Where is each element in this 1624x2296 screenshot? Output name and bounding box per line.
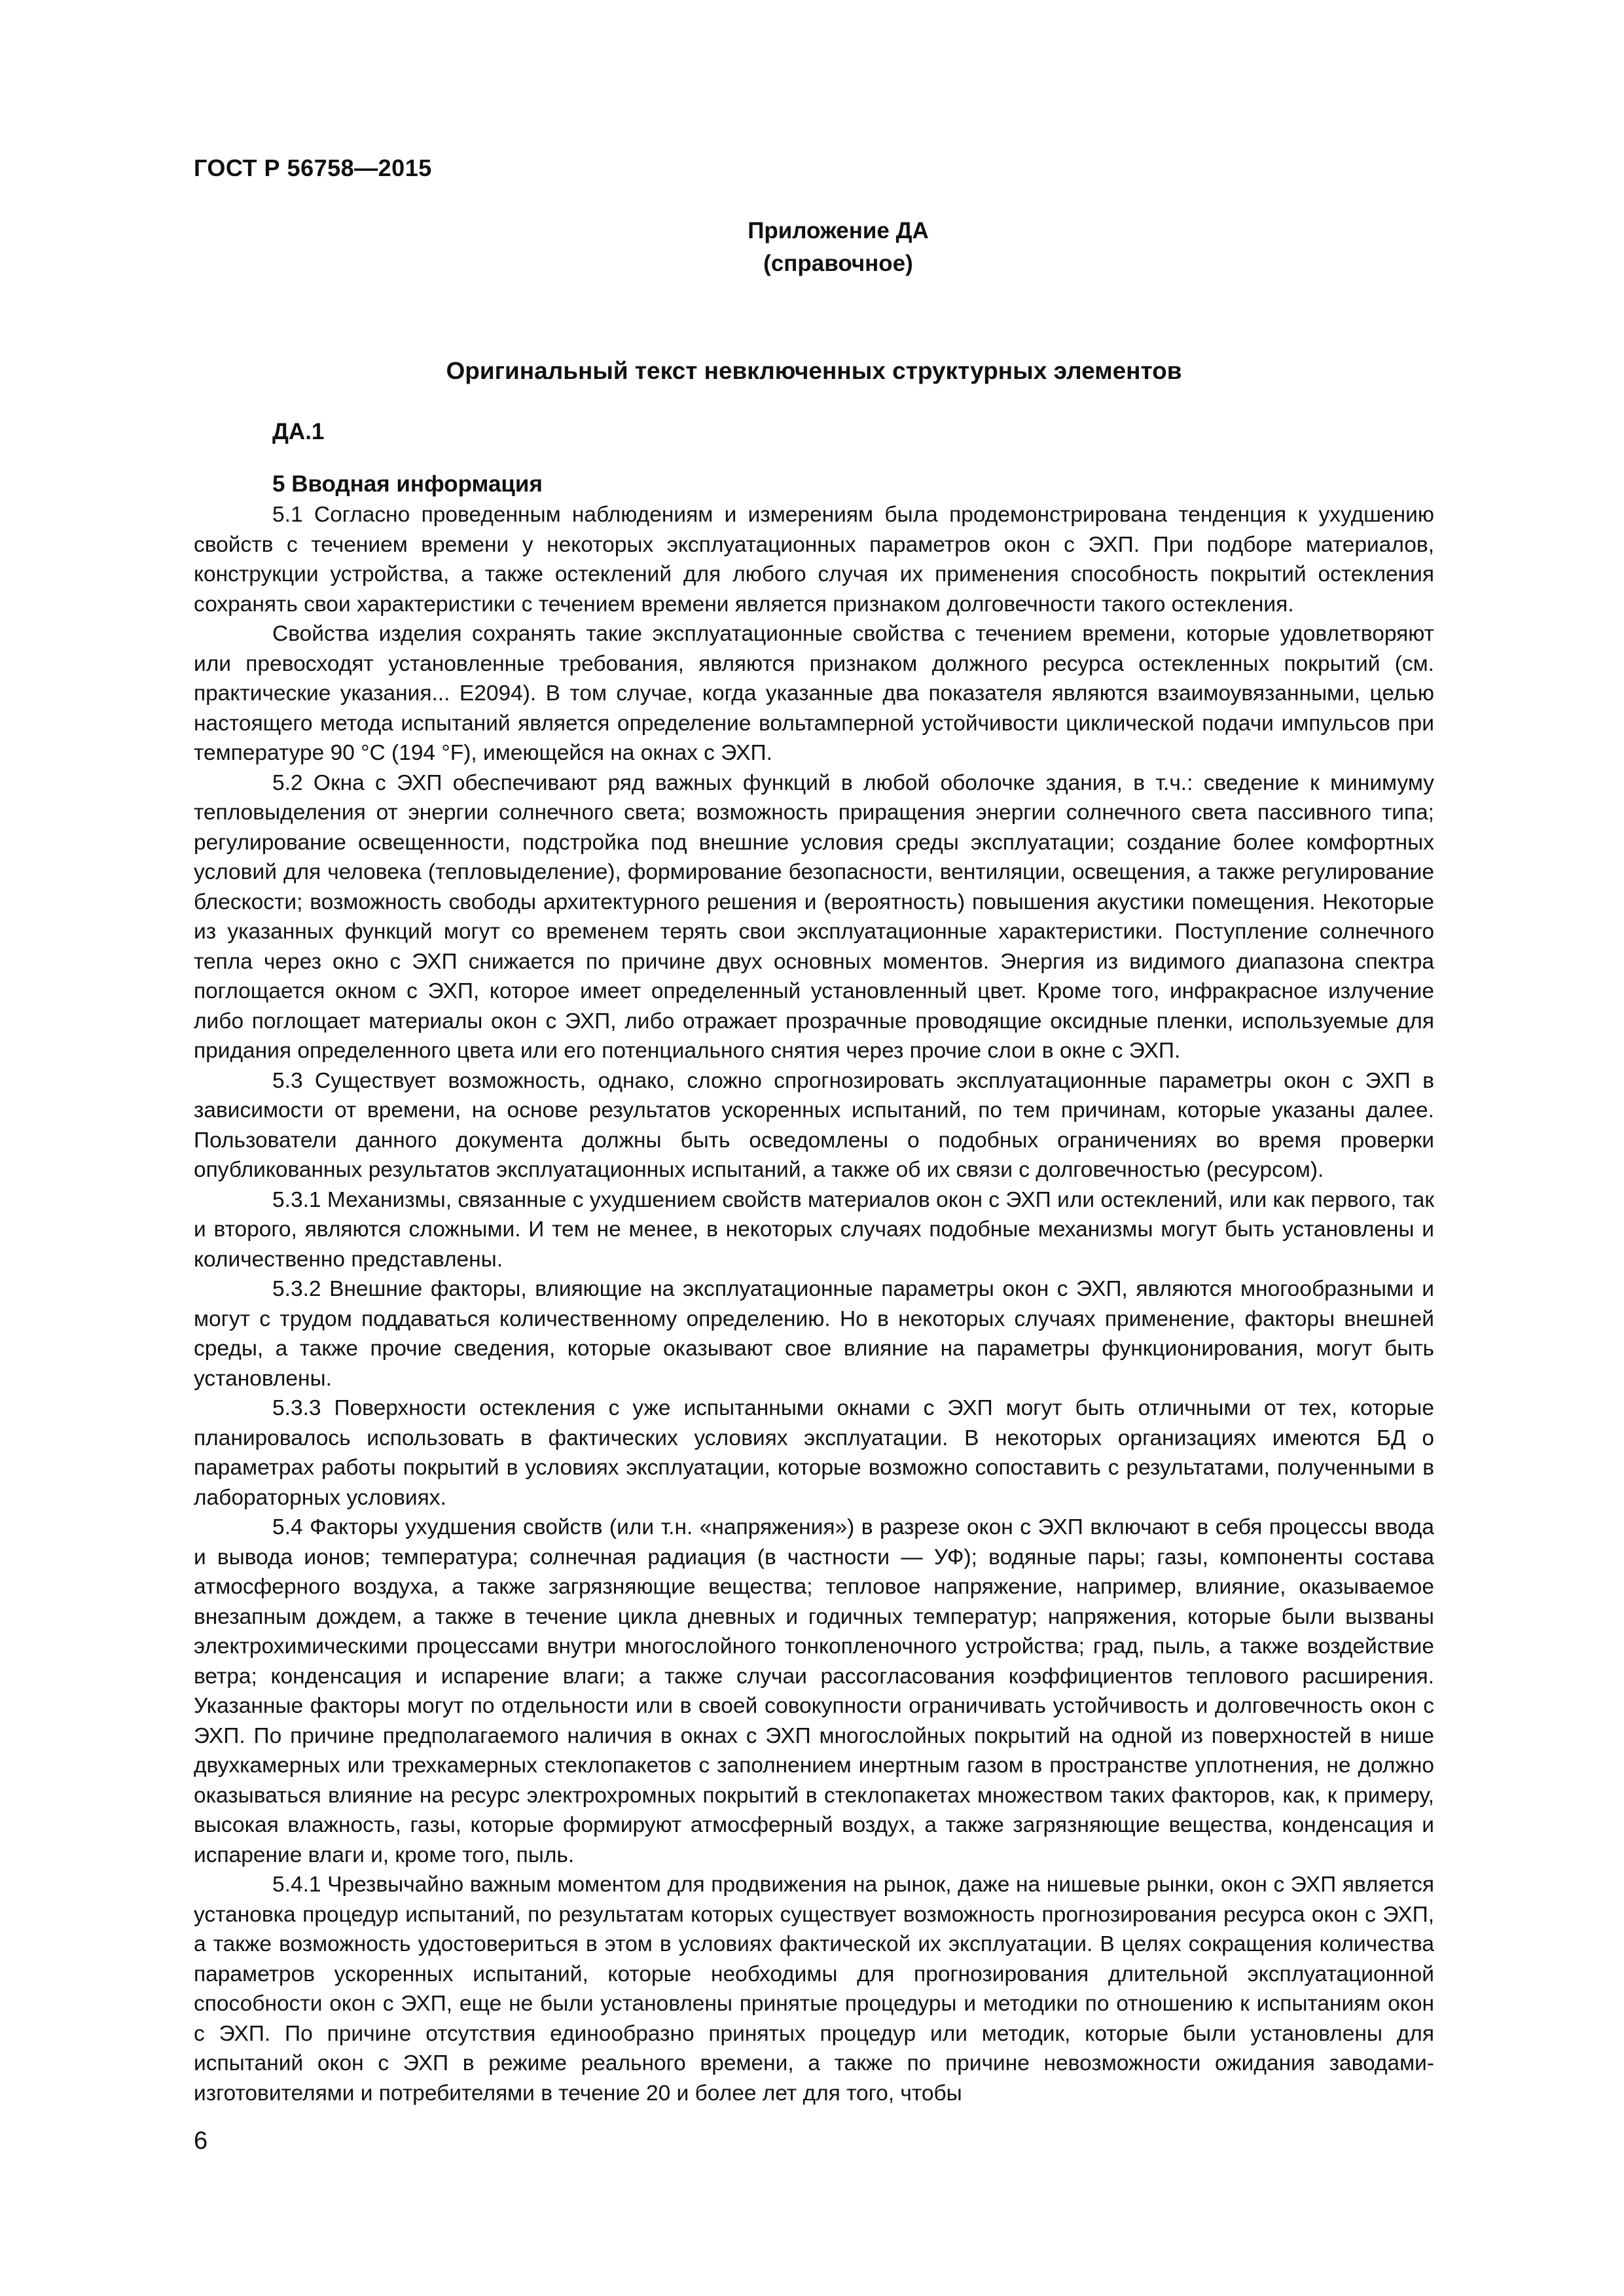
paragraph: 5.3 Существует возможность, однако, сложно спрогнозировать эксплуатационные параметры окон с ЭХП в зависимости от времени, на основе результатов ускоренных испытаний, по тем причинам, которые указаны далее. Пользователи данного документа должны быть осведомлены о подобных ограничениях во время проверки опубликованных результатов эксплуатационных испытаний, а также об их связи с долговечностью (ресурсом). (194, 1068, 1434, 1182)
section-label: ДА.1 (272, 419, 325, 444)
body-text (194, 500, 1434, 2108)
page-title: Оригинальный текст невключенных структурных элементов (446, 357, 1182, 384)
paragraph: 5.3.3 Поверхности остекления с уже испытанными окнами с ЭХП могут быть отличными от тех, которые планировалось использовать в фактических условиях эксплуатации. В некоторых организациях имеются БД о параметрах работы покрытий в условиях эксплуатации, которые возможно сопоставить с результатами, полученными в лабораторных условиях. (194, 1396, 1434, 1510)
paragraph: Свойства изделия сохранять такие эксплуатационные свойства с течением времени, которые удовлетворяют или превосходят установленные требования, являются признаком должного ресурса остекленных покрытий (см. практические указания... E2094). В том случае, когда указанные два показателя являются взаимоувязанными, целью настоящего метода испытаний является определение вольтамперной устойчивости циклической подачи импульсов при температуре 90 °С (194 °F), имеющейся на окнах с ЭХП. (194, 622, 1434, 765)
paragraph: 5.4 Факторы ухудшения свойств (или т.н. «напряжения») в разрезе окон с ЭХП включают в себя процессы ввода и вывода ионов; температура; солнечная радиация (в частности — УФ); водяные пары; газы, компоненты состава атмосферного воздуха, а также загрязняющие вещества; тепловое напряжение, например, влияние, оказываемое внезапным дождем, а также в течение цикла дневных и годичных температур; напряжения, которые были вызваны электрохимическими процессами внутри многослойного тонкопленочного устройства; град, пыль, а также воздействие ветра; конденсация и испарение влаги; а также случаи рассогласования коэффициентов теплового расширения. Указанные факторы могут по отдельности или в своей совокупности ограничивать устойчивость и долговечность окон с ЭХП. По причине предполагаемого наличия в окнах с ЭХП многослойных покрытий на одной из поверхностей в нише двухкамерных или трехкамерных стеклопакетов с заполнением инертным газом в пространстве уплотнения, не должно оказываться влияние на ресурс электрохромных покрытий в стеклопакетах множеством таких факторов, как, к примеру, высокая влажность, газы, которые формируют атмосферный воздух, а также загрязняющие вещества, конденсация и испарение влаги и, кроме того, пыль. (194, 1515, 1434, 1867)
paragraph: 5.2 Окна с ЭХП обеспечивают ряд важных функций в любой оболочке здания, в т.ч.: сведение к минимуму тепловыделения от энергии солнечного света; возможность приращения энергии солнечного света пассивного типа; регулирование освещенности, подстройка под внешние условия среды эксплуатации; создание более комфортных условий для человека (тепловыделение), формирование безопасности, вентиляции, освещения, а также регулирование блескости; возможность свободы архитектурного решения и (вероятность) повышения акустики помещения. Некоторые из указанных функций могут со временем терять свои эксплуатационные характеристики. Поступление солнечного тепла через окно с ЭХП снижается по причине двух основных моментов. Энергия из видимого диапазона спектра поглощается окном с ЭХП, которое имеет определенный установленный цвет. Кроме того, инфракрасное излучение либо поглощает материалы окон с ЭХП, либо отражает прозрачные проводящие оксидные пленки, используемые для придания определенного цвета или его потенциального снятия через прочие слои в окне с ЭХП. (194, 770, 1434, 1063)
appendix-label: Приложение ДА (748, 218, 929, 243)
paragraph: 5.3.2 Внешние факторы, влияющие на эксплуатационные параметры окон с ЭХП, являются многообразными и могут с трудом поддаваться количественному определению. Но в некоторых случаях применение, факторы внешней среды, а также прочие сведения, которые оказывают свое влияние на параметры функционирования, могут быть установлены. (194, 1277, 1434, 1391)
paragraph: 5.1 Согласно проведенным наблюдениям и измерениям была продемонстрирована тенденция к ухудшению свойств с течением времени у некоторых эксплуатационных параметров окон с ЭХП. При подборе материалов, конструкции устройства, а также остеклений для любого случая их применения способность покрытий остекления сохранять свои характеристики с течением времени является признаком долговечности такого остекления. (194, 503, 1434, 617)
paragraph: 5.4.1 Чрезвычайно важным моментом для продвижения на рынок, даже на нишевые рынки, окон с ЭХП является установка процедур испытаний, по результатам которых существует возможность прогнозирования ресурса окон с ЭХП, а также возможность удостовериться в этом в условиях фактической их эксплуатации. В целях сокращения количества параметров ускоренных испытаний, которые необходимы для прогнозирования длительной эксплуатационной способности окон с ЭХП, еще не были установлены принятые процедуры и методики по отношению к испытаниям окон с ЭХП. По причине отсутствия единообразно принятых процедур или методик, которые были установлены для испытаний окон с ЭХП в режиме реального времени, а также по причине невозможности ожидания заводами-изготовителями и потребителями в течение 20 и более лет для того, чтобы (194, 1873, 1434, 2106)
paragraph: 5.3.1 Механизмы, связанные с ухудшением свойств материалов окон с ЭХП или остеклений, или как первого, так и второго, являются сложными. И тем не менее, в некоторых случаях подобные механизмы могут быть установлены и количественно представлены. (194, 1187, 1434, 1272)
appendix-heading (0, 215, 1624, 280)
page-number: 6 (194, 2127, 208, 2155)
document-code: ГОСТ Р 56758—2015 (194, 154, 432, 181)
appendix-type: (справочное) (763, 251, 913, 276)
section-heading: 5 Вводная информация (272, 471, 543, 497)
